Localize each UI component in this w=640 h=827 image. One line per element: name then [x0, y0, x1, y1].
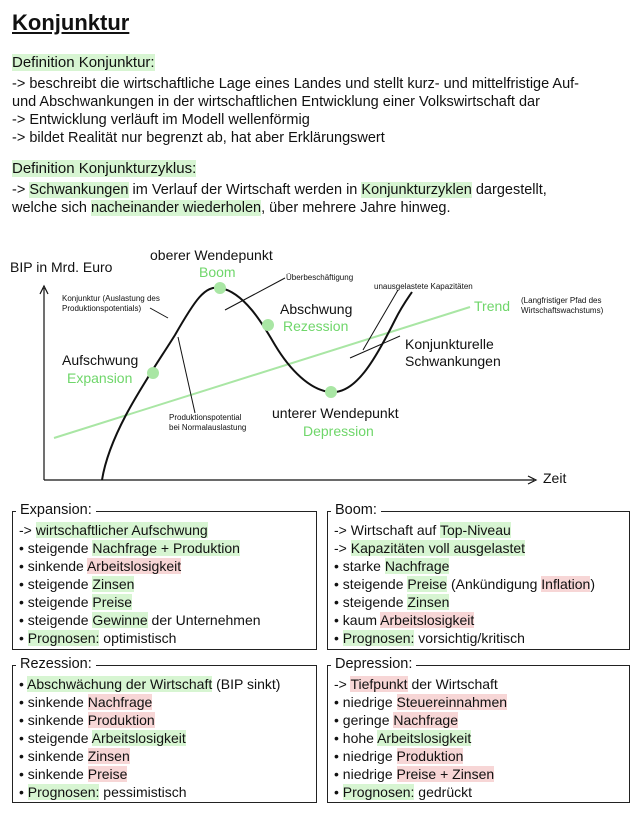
note-line: (Langfristiger Pfad des	[521, 296, 602, 305]
def1-line: -> bildet Realität nur begrenzt ab, hat aber Erklärungswert	[12, 130, 385, 146]
list-item	[334, 593, 595, 611]
depression-box	[327, 656, 630, 803]
schwankungen-label-1: Konjunkturelle	[405, 336, 494, 352]
pointer-line	[363, 290, 398, 350]
text: ->	[334, 676, 351, 692]
expansion-label: Expansion	[67, 370, 133, 386]
text: •	[19, 784, 28, 800]
def1-line: und Abschwankungen in der wirtschaftlichen Entwicklung einer Volkswirtschaft dar	[12, 94, 540, 110]
text: • sinkende	[19, 712, 88, 728]
expansion-box	[12, 502, 317, 650]
list-item	[334, 783, 507, 801]
list-item	[334, 693, 507, 711]
highlight: Nachfrage + Produktion	[92, 540, 240, 556]
highlight: Prognosen:	[342, 784, 415, 800]
highlight: Produktion	[87, 712, 155, 728]
rezession-box-list	[19, 675, 280, 801]
text: der Wirtschaft	[407, 676, 498, 692]
list-item	[19, 521, 261, 539]
highlight: Arbeitslosigkeit	[91, 730, 186, 746]
def2-line	[12, 199, 547, 217]
list-item	[19, 611, 261, 629]
highlight: Prognosen:	[342, 630, 415, 646]
list-item	[334, 575, 595, 593]
def2-body	[12, 181, 547, 217]
pointer-line	[178, 337, 195, 413]
highlight: Preise	[87, 766, 128, 782]
page-title: Konjunktur	[12, 10, 130, 35]
text: •	[334, 784, 343, 800]
text: )	[590, 576, 595, 592]
rezession-label: Rezession	[283, 318, 349, 334]
rezession-box-title: Rezession:	[16, 656, 96, 672]
trend-label: Trend	[474, 298, 511, 314]
list-item	[19, 675, 280, 693]
list-item	[19, 575, 261, 593]
aufschwung-label: Aufschwung	[62, 352, 139, 368]
text: • steigende	[19, 730, 92, 746]
highlight: Inflation	[541, 576, 591, 592]
def2-heading	[12, 160, 196, 177]
text: , über mehrere Jahre hinweg.	[261, 200, 451, 216]
unausgelastet-note: unausgelastete Kapazitäten	[374, 282, 473, 291]
text: -> Wirtschaft auf	[334, 522, 440, 538]
def2-line	[12, 181, 547, 199]
text: • sinkende	[19, 766, 88, 782]
list-item	[19, 629, 261, 647]
konjunktur-note	[62, 294, 160, 314]
text: • steigende	[19, 576, 93, 592]
note-line: Produktionspotential	[169, 413, 242, 422]
list-item	[334, 557, 595, 575]
list-item	[334, 765, 507, 783]
depression-label: Depression	[303, 423, 374, 439]
list-item	[19, 593, 261, 611]
text: gedrückt	[414, 784, 472, 800]
trend-note	[521, 296, 603, 316]
highlight: Preise	[92, 594, 133, 610]
highlight: Prognosen:	[27, 784, 100, 800]
highlight: Top-Niveau	[439, 522, 511, 538]
highlight: Arbeitslosigkeit	[377, 730, 472, 746]
text: • sinkende	[19, 558, 87, 574]
highlight: Arbeitslosigkeit	[86, 558, 182, 574]
highlight: nacheinander wiederholen	[90, 200, 262, 216]
text: optimistisch	[99, 630, 177, 646]
text: • sinkende	[19, 694, 88, 710]
expansion-box-list	[19, 521, 261, 647]
list-item	[334, 521, 595, 539]
text: ->	[334, 540, 351, 556]
expansion-box-title: Expansion:	[16, 502, 96, 518]
text: • hohe	[334, 730, 378, 746]
expansion-dot	[147, 367, 159, 379]
text: • starke	[334, 558, 385, 574]
list-item	[19, 783, 280, 801]
highlight: Gewinne	[92, 612, 148, 628]
highlight: Tiefpunkt	[350, 676, 408, 692]
list-item	[19, 711, 280, 729]
def1-heading	[12, 54, 155, 71]
highlight: Arbeitslosigkeit	[380, 612, 475, 628]
def2-heading-text: Definition Konjunkturzyklus:	[12, 160, 197, 177]
list-item	[19, 693, 280, 711]
highlight: Abschwächung der Wirtschaft	[27, 676, 213, 692]
boom-box-title: Boom:	[331, 502, 381, 518]
highlight: Preise + Zinsen	[396, 766, 495, 782]
abschwung-label: Abschwung	[280, 301, 353, 317]
text: im Verlauf der Wirtschaft werden in	[128, 182, 362, 198]
highlight: Prognosen:	[27, 630, 100, 646]
highlight: Schwankungen	[29, 182, 129, 198]
list-item	[19, 557, 261, 575]
list-item	[334, 539, 595, 557]
business-cycle-curve	[102, 288, 412, 480]
list-item	[19, 747, 280, 765]
text: (Ankündigung	[447, 576, 542, 592]
def1-body	[12, 75, 637, 147]
text: • kaum	[334, 612, 381, 628]
list-item	[334, 729, 507, 747]
highlight: Nachfrage	[393, 712, 458, 728]
rezession-box	[12, 656, 317, 803]
highlight: Zinsen	[87, 748, 130, 764]
highlight: Nachfrage	[87, 694, 153, 710]
def1-line: -> Entwicklung verläuft im Modell wellenförmig	[12, 112, 310, 128]
unterer-wendepunkt-label: unterer Wendepunkt	[272, 405, 399, 421]
list-item	[334, 611, 595, 629]
text: ->	[19, 522, 36, 538]
text: (BIP sinkt)	[212, 676, 281, 692]
text: •	[334, 630, 343, 646]
text: pessimistisch	[99, 784, 187, 800]
def1-line: -> beschreibt die wirtschaftliche Lage eines Landes und stellt kurz- und mittelfristige Auf-	[12, 76, 580, 92]
boom-label: Boom	[199, 264, 236, 280]
highlight: Produktion	[396, 748, 464, 764]
produktionspotential-note	[169, 413, 246, 433]
highlight: Konjunkturzyklen	[361, 182, 472, 198]
text: • niedrige	[334, 694, 397, 710]
text: • steigende	[334, 576, 408, 592]
text: dargestellt,	[471, 182, 547, 198]
note-line: Konjunktur (Auslastung des	[62, 294, 160, 303]
ueberbeschaeftigung-note: Überbeschäftigung	[286, 273, 354, 282]
rezession-dot	[262, 319, 274, 331]
text: welche sich	[12, 200, 91, 216]
text: vorsichtig/kritisch	[414, 630, 525, 646]
y-axis-label: BIP in Mrd. Euro	[10, 259, 113, 275]
text: der Unternehmen	[147, 612, 261, 628]
list-item	[334, 675, 507, 693]
depression-dot	[325, 386, 337, 398]
note-line: Produktionspotentials)	[62, 304, 142, 313]
text: •	[19, 630, 28, 646]
boom-dot	[214, 282, 226, 294]
highlight: Nachfrage	[384, 558, 450, 574]
list-item	[19, 729, 280, 747]
text: •	[19, 676, 28, 692]
highlight: Steuereinnahmen	[396, 694, 508, 710]
text: • steigende	[19, 612, 93, 628]
boom-box	[327, 502, 630, 650]
highlight: Zinsen	[407, 594, 450, 610]
text: • sinkende	[19, 748, 88, 764]
text: • geringe	[334, 712, 394, 728]
depression-box-list	[334, 675, 507, 801]
boom-box-list	[334, 521, 595, 647]
highlight: Zinsen	[92, 576, 135, 592]
schwankungen-label-2: Schwankungen	[405, 353, 501, 369]
highlight: Kapazitäten voll ausgelastet	[350, 540, 526, 556]
note-line: bei Normalauslastung	[169, 423, 247, 432]
x-axis-label: Zeit	[543, 470, 567, 486]
list-item	[334, 629, 595, 647]
list-item	[19, 765, 280, 783]
text: • niedrige	[334, 748, 397, 764]
list-item	[334, 711, 507, 729]
highlight: wirtschaftlicher Aufschwung	[35, 522, 208, 538]
text: • steigende	[19, 540, 93, 556]
oberer-wendepunkt-label: oberer Wendepunkt	[150, 247, 273, 263]
list-item	[334, 747, 507, 765]
text: ->	[12, 182, 30, 198]
depression-box-title: Depression:	[331, 656, 416, 672]
text: • steigende	[334, 594, 408, 610]
text: • steigende	[19, 594, 93, 610]
pointer-line	[350, 336, 400, 358]
text: • niedrige	[334, 766, 397, 782]
highlight: Preise	[407, 576, 448, 592]
note-line: Wirtschaftswachstums)	[521, 306, 604, 315]
list-item	[19, 539, 261, 557]
def1-heading-text: Definition Konjunktur:	[12, 54, 155, 71]
